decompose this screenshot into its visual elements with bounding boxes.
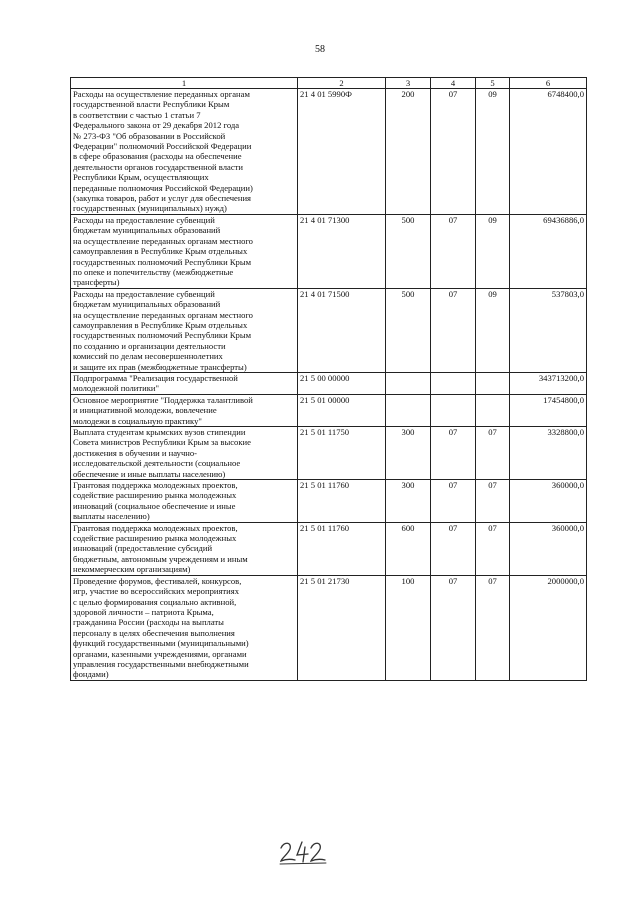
row-subsection: 07: [476, 522, 510, 575]
row-section: [431, 394, 476, 426]
table-row: [71, 427, 587, 480]
row-name: Проведение форумов, фестивалей, конкурсов, игр, участие во всероссийских мероприятиях с целью формирования социально активной, здоровой личности – патриота Крыма, гражданина России (расходы на выплаты персоналу в целях обеспечения выполнения функций государственными (муниципальными) органами, казенными учреждениями, органами управления государственными внебюджетными фондами): [71, 575, 298, 680]
column-header: 1: [71, 78, 298, 89]
row-subsection: [476, 394, 510, 426]
handwritten-page-mark: [278, 838, 328, 866]
row-subsection: 07: [476, 480, 510, 523]
row-code: 21 4 01 71300: [298, 214, 386, 288]
row-code: 21 5 01 11750: [298, 427, 386, 480]
row-section: 07: [431, 288, 476, 372]
row-expense-type: 600: [386, 522, 431, 575]
row-subsection: 07: [476, 575, 510, 680]
row-amount: 6748400,0: [510, 89, 587, 215]
row-section: 07: [431, 427, 476, 480]
row-section: [431, 372, 476, 394]
row-subsection: [476, 372, 510, 394]
row-name: Расходы на предоставление субвенций бюджетам муниципальных образований на осуществление переданных органам местного самоуправления в Республике Крым отдельных государственных полномочий Республики Крым по созданию и организации деятельности комиссий по делам несовершеннолетних и защите их прав (межбюджетные трансферты): [71, 288, 298, 372]
row-section: 07: [431, 575, 476, 680]
table-row: [71, 480, 587, 523]
row-name: Основное мероприятие "Поддержка талантливой и инициативной молодежи, вовлечение молодежи в социальную практику": [71, 394, 298, 426]
row-name: Грантовая поддержка молодежных проектов, содействие расширению рынка молодежных инноваций (предоставление субсидий бюджетным, автономным учреждениям и иным некоммерческим организациям): [71, 522, 298, 575]
row-expense-type: 500: [386, 288, 431, 372]
row-subsection: 09: [476, 89, 510, 215]
row-amount: 537803,0: [510, 288, 587, 372]
row-expense-type: 300: [386, 480, 431, 523]
table-row: [71, 214, 587, 288]
row-amount: 360000,0: [510, 480, 587, 523]
column-header: 4: [431, 78, 476, 89]
row-subsection: 09: [476, 288, 510, 372]
row-expense-type: 200: [386, 89, 431, 215]
row-section: 07: [431, 214, 476, 288]
row-subsection: 07: [476, 427, 510, 480]
row-name: Расходы на предоставление субвенций бюджетам муниципальных образований на осуществление переданных органам местного самоуправления в Республике Крым отдельных государственных полномочий Республики Крым по опеке и попечительству (межбюджетные трансферты): [71, 214, 298, 288]
row-code: 21 5 00 00000: [298, 372, 386, 394]
row-section: 07: [431, 480, 476, 523]
row-code: 21 5 01 11760: [298, 522, 386, 575]
row-name: Выплата студентам крымских вузов стипендии Совета министров Республики Крым за высокие достижения в обучении и научно- исследовательской деятельности (социальное обеспечение и иные выплаты населению): [71, 427, 298, 480]
table-row: [71, 575, 587, 680]
row-expense-type: 100: [386, 575, 431, 680]
budget-table: [70, 77, 587, 681]
table-row: [71, 372, 587, 394]
row-expense-type: [386, 394, 431, 426]
table-header-row: [71, 78, 587, 89]
page-number: 58: [315, 44, 325, 55]
row-code: 21 5 01 21730: [298, 575, 386, 680]
table-row: [71, 522, 587, 575]
row-code: 21 4 01 5990Ф: [298, 89, 386, 215]
row-code: 21 5 01 00000: [298, 394, 386, 426]
row-section: 07: [431, 89, 476, 215]
row-section: 07: [431, 522, 476, 575]
row-amount: 3328800,0: [510, 427, 587, 480]
row-subsection: 09: [476, 214, 510, 288]
row-amount: 69436886,0: [510, 214, 587, 288]
column-header: 3: [386, 78, 431, 89]
row-amount: 360000,0: [510, 522, 587, 575]
row-amount: 2000000,0: [510, 575, 587, 680]
table-row: [71, 394, 587, 426]
table-row: [71, 288, 587, 372]
row-code: 21 4 01 71500: [298, 288, 386, 372]
row-name: Грантовая поддержка молодежных проектов, содействие расширению рынка молодежных инноваций (социальное обеспечение и иные выплаты населению): [71, 480, 298, 523]
row-expense-type: [386, 372, 431, 394]
column-header: 5: [476, 78, 510, 89]
row-name: Расходы на осуществление переданных органам государственной власти Республики Крым в соответствии с частью 1 статьи 7 Федерального закона от 29 декабря 2012 года № 273-ФЗ "Об образовании в Российской Федерации" полномочий Российской Федерации в сфере образования (расходы на обеспечение деятельности органов государственной власти Республики Крым, осуществляющих переданные полномочия Российской Федерации) (закупка товаров, работ и услуг для обеспечения государственных (муниципальных) нужд): [71, 89, 298, 215]
row-amount: 17454800,0: [510, 394, 587, 426]
row-expense-type: 300: [386, 427, 431, 480]
column-header: 2: [298, 78, 386, 89]
table-row: [71, 89, 587, 215]
row-name: Подпрограмма "Реализация государственной молодежной политики": [71, 372, 298, 394]
row-expense-type: 500: [386, 214, 431, 288]
row-code: 21 5 01 11760: [298, 480, 386, 523]
column-header: 6: [510, 78, 587, 89]
row-amount: 343713200,0: [510, 372, 587, 394]
